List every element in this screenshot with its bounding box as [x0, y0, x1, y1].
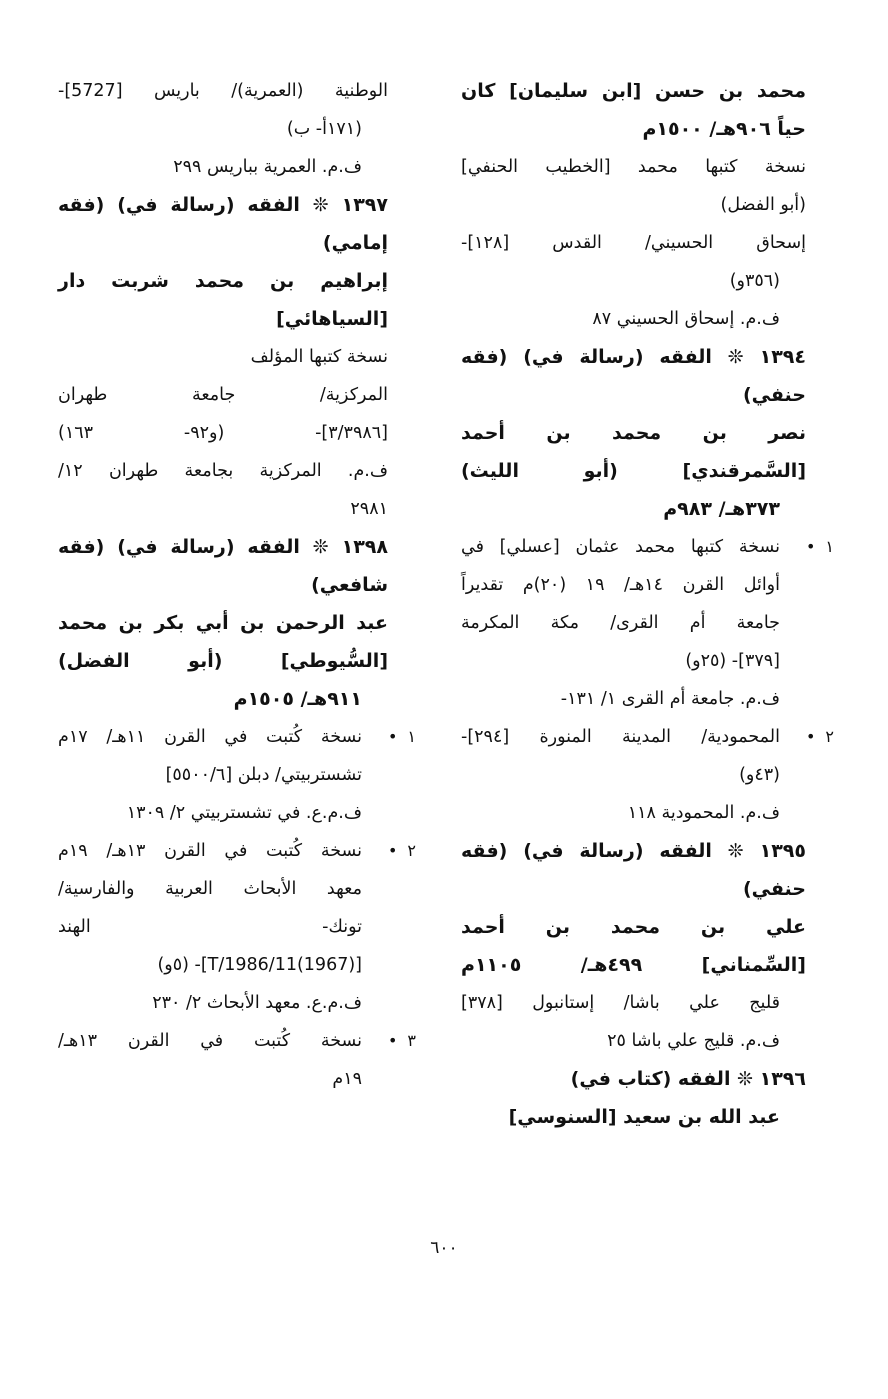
- right-column-line: [461, 908, 806, 946]
- right-column-line: [461, 490, 806, 528]
- line-text: نسخة كُتبت في القرن ١١هـ/ ١٧م: [58, 727, 362, 747]
- left-column-line: [58, 1022, 416, 1060]
- line-text: عبد الله بن سعيد [السنوسي]: [508, 1106, 780, 1128]
- line-text: نسخة كتبها محمد [الخطيب الحنفي]: [461, 157, 806, 177]
- line-text: ف.م. المركزية بجامعة طهران ١٢/: [58, 461, 388, 481]
- line-text: [السياهائي]: [276, 308, 388, 330]
- left-column-line: [58, 186, 388, 224]
- line-text: جامعة أم القرى/ مكة المكرمة: [461, 613, 780, 633]
- entry-bullet-number: ٣ •: [388, 1031, 416, 1050]
- left-column-line: [58, 452, 388, 490]
- left-column-line: [58, 110, 388, 148]
- line-text: ٩١١هـ/ ١٥٠٥م: [233, 688, 362, 710]
- line-text: ٣٧٣هـ/ ٩٨٣م: [663, 498, 780, 520]
- line-text: ١٣٩٨ ❊ الفقه (رسالة في) (فقه: [58, 536, 388, 558]
- line-text: ١٣٩٥ ❊ الفقه (رسالة في) (فقه: [461, 840, 806, 862]
- right-column-line: [461, 1022, 806, 1060]
- left-column-line: [58, 984, 388, 1022]
- left-column-line: [58, 832, 416, 870]
- right-column-line: [461, 376, 806, 414]
- right-column-line: [461, 946, 806, 984]
- left-column-line: [58, 604, 388, 642]
- line-text: إمامي): [322, 232, 388, 254]
- line-text: تونك- الهند: [58, 917, 362, 937]
- line-text: (٤٣و): [739, 765, 780, 785]
- right-column-line: [461, 680, 806, 718]
- right-column-line: [461, 528, 834, 566]
- left-column-line: [58, 1060, 388, 1098]
- right-column-line: [461, 870, 806, 908]
- line-text: إبراهيم بن محمد شربت دار: [58, 270, 388, 292]
- line-text: (١٧١أ- ب): [286, 119, 362, 139]
- left-column-line: [58, 680, 388, 718]
- line-text: ٢٩٨١: [350, 499, 388, 519]
- left-column-line: [58, 756, 388, 794]
- left-column-line: [58, 566, 388, 604]
- left-column-line: [58, 642, 388, 680]
- left-column-line: [58, 414, 388, 452]
- right-column-line: [461, 718, 834, 756]
- line-text: عبد الرحمن بن أبي بكر بن محمد: [58, 612, 388, 634]
- left-column-line: [58, 262, 388, 300]
- left-column: [58, 72, 416, 1098]
- right-column-line: [461, 110, 806, 148]
- line-text: [٣/٣٩٨٦]- (و٩٢- ١٦٣): [58, 423, 388, 443]
- line-text: المركزية/ جامعة طهران: [58, 385, 388, 405]
- left-column-line: [58, 376, 388, 414]
- line-text: ف.م.ع. في تشستربيتي ٢/ ١٣٠٩: [126, 803, 362, 823]
- line-text: [السُّيوطي] (أبو الفضل): [58, 650, 388, 672]
- left-column-line: [58, 870, 388, 908]
- right-column-line: [461, 186, 806, 224]
- right-column-line: [461, 756, 806, 794]
- line-text: الوطنية (العمرية)/ باريس [5727]-: [58, 81, 388, 101]
- right-column-line: [461, 224, 806, 262]
- right-column-line: [461, 262, 806, 300]
- line-text: (٣٥٦و): [729, 271, 780, 291]
- entry-bullet-number: ١ •: [388, 727, 416, 746]
- line-text: ف.م. جامعة أم القرى ١/ ١٣١-: [560, 689, 780, 709]
- line-text: علي بن محمد بن أحمد: [461, 916, 806, 938]
- right-column-line: [461, 794, 806, 832]
- left-column-line: [58, 718, 416, 756]
- right-column-line: [461, 300, 806, 338]
- line-text: تشستربيتي/ دبلن [٥٥٠٠/٦]: [165, 765, 362, 785]
- entry-bullet-number: ١ •: [806, 537, 834, 556]
- left-column-line: [58, 490, 388, 528]
- line-text: [السَّمرقندي] (أبو الليث): [461, 460, 806, 482]
- line-text: نصر بن محمد بن أحمد: [461, 422, 806, 444]
- right-column-line: [461, 642, 806, 680]
- line-text: معهد الأبحاث العربية والفارسية/: [58, 879, 362, 899]
- entry-bullet-number: ٢ •: [388, 841, 416, 860]
- line-text: نسخة كتبها المؤلف: [250, 347, 388, 367]
- right-column-line: [461, 984, 806, 1022]
- line-text: [السِّمناني] ٤٩٩هـ/ ١١٠٥م: [461, 954, 806, 976]
- right-column-line: [461, 832, 806, 870]
- line-text: [٣٧٩]- (٢٥و): [685, 651, 780, 671]
- line-text: أوائل القرن ١٤هـ/ ١٩ (٢٠)م تقديراً: [461, 575, 780, 595]
- line-text: حنفي): [742, 878, 806, 900]
- line-text: شافعي): [311, 574, 388, 596]
- left-column-line: [58, 946, 388, 984]
- right-column-line: [461, 338, 806, 376]
- right-column-line: [461, 566, 806, 604]
- line-text: إسحاق الحسيني/ القدس [١٢٨]-: [461, 233, 806, 253]
- left-column-line: [58, 794, 388, 832]
- left-column-line: [58, 224, 388, 262]
- line-text: ١٩م: [332, 1069, 362, 1089]
- right-column-line: [461, 1060, 806, 1098]
- line-text: حياً ٩٠٦هـ/ ١٥٠٠م: [642, 118, 806, 140]
- right-column-line: [461, 1098, 806, 1136]
- line-text: نسخة كُتبت في القرن ١٣هـ/: [58, 1031, 362, 1051]
- line-text: ١٣٩٧ ❊ الفقه (رسالة في) (فقه: [58, 194, 388, 216]
- line-text: حنفي): [742, 384, 806, 406]
- line-text: ١٣٩٤ ❊ الفقه (رسالة في) (فقه: [461, 346, 806, 368]
- left-column-line: [58, 528, 388, 566]
- left-column-line: [58, 338, 388, 376]
- line-text: نسخة كتبها محمد عثمان [عسلي] في: [461, 537, 780, 557]
- line-text: ف.م. إسحاق الحسيني ٨٧: [592, 309, 780, 329]
- right-column: [461, 72, 834, 1136]
- left-column-line: [58, 908, 388, 946]
- line-text: ف.م. المحمودية ١١٨: [627, 803, 780, 823]
- right-column-line: [461, 414, 806, 452]
- line-text: نسخة كُتبت في القرن ١٣هـ/ ١٩م: [58, 841, 362, 861]
- line-text: محمد بن حسن [ابن سليمان] كان: [461, 80, 806, 102]
- page-number: ٦٠٠: [430, 1238, 458, 1258]
- line-text: ف.م. العمرية بباريس ٢٩٩: [173, 157, 362, 177]
- line-text: ف.م. قليج علي باشا ٢٥: [607, 1031, 780, 1051]
- left-column-line: [58, 72, 388, 110]
- right-column-line: [461, 452, 806, 490]
- line-text: المحمودية/ المدينة المنورة [٢٩٤]-: [461, 727, 780, 747]
- right-column-line: [461, 72, 806, 110]
- line-text: ١٣٩٦ ❊ الفقه (كتاب في): [570, 1068, 806, 1090]
- left-column-line: [58, 300, 388, 338]
- line-text: قليج علي باشا/ إستانبول [٣٧٨]: [461, 993, 780, 1013]
- line-text: (أبو الفضل): [720, 195, 806, 215]
- right-column-line: [461, 604, 806, 642]
- line-text: ف.م.ع. معهد الأبحاث ٢/ ٢٣٠: [152, 993, 362, 1013]
- entry-bullet-number: ٢ •: [806, 727, 834, 746]
- right-column-line: [461, 148, 806, 186]
- left-column-line: [58, 148, 388, 186]
- line-text: [(1967)T/1986/11]- (٥و): [157, 955, 362, 975]
